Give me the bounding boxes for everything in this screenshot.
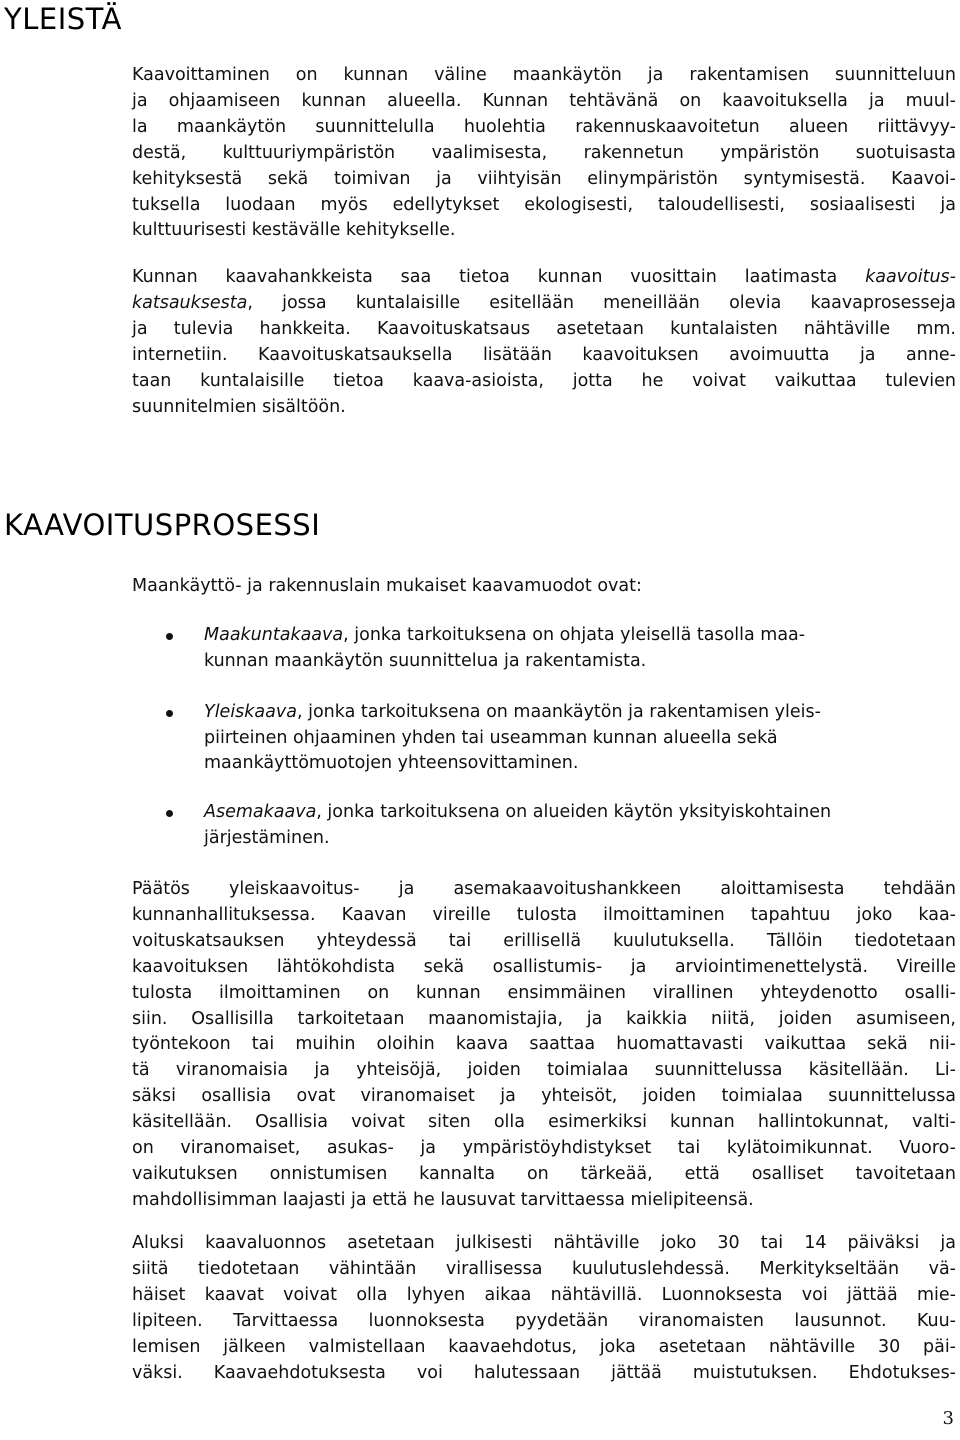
- text-line: järjestäminen.: [204, 827, 330, 848]
- list-item-text: [204, 623, 944, 674]
- term: Maakuntakaava: [204, 625, 344, 645]
- text-line: on viranomaiset, asukas- ja ympäristöyhdistykset tai kylätoimikunnat. Vuoro-: [132, 1138, 956, 1159]
- bullet-icon: [166, 633, 173, 640]
- text-line: Aluksi kaavaluonnos asetetaan julkisesti nähtäville joko 30 tai 14 päiväksi ja: [132, 1233, 956, 1253]
- text-line: tä viranomaisia ja yhteisöjä, joiden toimialaa suunnittelussa käsitellään. Li-: [132, 1060, 956, 1081]
- text-line: työntekoon tai muihin oloihin kaava saattaa huomattavasti vaikuttaa sekä nii-: [132, 1034, 956, 1055]
- text-line: piirteinen ohjaaminen yhden tai useamman kunnan alueella sekä: [204, 727, 778, 748]
- text-line: Kaavoittaminen on kunnan väline maankäytön ja rakentamisen suunnitteluun: [132, 65, 956, 85]
- text-line: siitä tiedotetaan vähintään virallisessa kuulutuslehdessä. Merkitykseltään vä-: [132, 1258, 956, 1279]
- text-line: lemisen jälkeen valmistellaan kaavaehdotus, joka asetetaan nähtäville 30 päi-: [132, 1336, 956, 1357]
- text-line: maankäyttömuotojen yhteensovittaminen.: [204, 753, 579, 773]
- text-line: taan kuntalaisille tietoa kaava-asioista, jotta he voivat vaikuttaa tulevien: [132, 370, 956, 391]
- text-line: kulttuurisesti kestävälle kehitykselle.: [132, 220, 456, 241]
- text-line: kaavoituksen lähtökohdista sekä osallistumis- ja arviointimenettelystä. Vireille: [132, 956, 956, 977]
- text-line: käsitellään. Osallisia voivat siten olla esimerkiksi kunnan hallintokunnat, valti-: [132, 1112, 956, 1133]
- list-item-text: [204, 700, 944, 777]
- text-fragment: , jonka tarkoituksena on ohjata yleisellä tasolla maa-: [343, 625, 806, 645]
- text-line: la maankäytön suunnittelulla huolehtia rakennuskaavoitetun alueen riittävyy-: [132, 116, 956, 137]
- text-line: siin. Osallisilla tarkoitetaan maanomistajia, ja kaikkia niitä, joiden asumiseen,: [132, 1008, 956, 1029]
- paragraph-kaavoittaminen: [132, 63, 956, 244]
- text-line: internetiin. Kaavoituskatsauksella lisätään kaavoituksen avoimuutta ja anne-: [132, 344, 956, 365]
- text-line: Päätös yleiskaavoitus- ja asemakaavoitushankkeen aloittamisesta tehdään: [132, 879, 956, 899]
- text-line: säksi osallisia ovat viranomaiset ja yhteisöt, joiden toimialaa suunnittelussa: [132, 1086, 956, 1107]
- paragraph-paatos: [132, 877, 956, 1214]
- term: Asemakaava: [204, 802, 317, 822]
- text-line: häiset kaavat voivat olla lyhyen aikaa nähtävillä. Luonnoksesta voi jättää mie-: [132, 1284, 956, 1305]
- text-line: ja tulevia hankkeita. Kaavoituskatsaus asetetaan kuntalaisten nähtäville mm.: [132, 318, 956, 339]
- bullet-icon: [166, 710, 173, 717]
- text-line: [132, 265, 956, 291]
- section-heading-kaavoitusprosessi: KAAVOITUSPROSESSI: [4, 508, 321, 542]
- paragraph-kaavahankkeet: [132, 265, 956, 420]
- list-item-text: [204, 800, 944, 851]
- text-fragment: , jonka tarkoituksena on maankäytön ja rakentamisen yleis-: [296, 702, 821, 722]
- text-line: tuksella luodaan myös edellytykset ekologisesti, taloudellisesti, sosiaalisesti ja: [132, 194, 956, 215]
- text-line: ja ohjaamiseen kunnan alueella. Kunnan tehtävänä on kaavoituksella ja muul-: [132, 90, 956, 111]
- section-heading-yleista: YLEISTÄ: [4, 2, 122, 36]
- text-line: katsauksesta, jossa kuntalaisille esitellään meneillään olevia kaavaprosesseja: [132, 292, 956, 313]
- text-line: vaikutuksen onnistumisen kannalta on tärkeää, että osalliset tavoitetaan: [132, 1163, 956, 1184]
- text-line: kunnanhallituksessa. Kaavan vireille tulosta ilmoittaminen tapahtuu joko kaa-: [132, 904, 956, 925]
- text-line: kunnan maankäytön suunnittelua ja rakentamista.: [204, 650, 647, 671]
- text-line: destä, kulttuuriympäristön vaalimisesta, rakennetun ympäristön suotuisasta: [132, 142, 956, 163]
- text-line: lipiteen. Tarvittaessa luonnoksesta pyydetään viranomaisten lausunnot. Kuu-: [132, 1310, 956, 1331]
- text-line: kehityksestä sekä toimivan ja viihtyisän elinympäristön syntymisestä. Kaavoi-: [132, 168, 956, 189]
- text-line: suunnitelmien sisältöön.: [132, 396, 346, 417]
- text-line: voituskatsauksen yhteydessä tai erillisellä kuulutuksella. Tällöin tiedotetaan: [132, 930, 956, 951]
- text-line: väksi. Kaavaehdotuksesta voi halutessaan jättää muistutuksen. Ehdotukses-: [132, 1362, 956, 1383]
- list-lead-text: Maankäyttö- ja rakennuslain mukaiset kaavamuodot ovat:: [132, 576, 642, 596]
- text-line: tulosta ilmoittaminen on kunnan ensimmäinen virallinen yhteydenotto osalli-: [132, 982, 956, 1003]
- text-fragment: , jonka tarkoituksena on alueiden käytön yksityiskohtainen: [316, 802, 832, 822]
- page-number: 3: [942, 1408, 954, 1429]
- text-line: mahdollisimman laajasti ja että he lausuvat tarvittaessa mielipiteensä.: [132, 1189, 754, 1210]
- paragraph-aluksi: [132, 1231, 956, 1386]
- bullet-icon: [166, 810, 173, 817]
- text-fragment: Kunnan kaavahankkeista saa tietoa kunnan vuosittain laatimasta kaavoitus-: [132, 267, 956, 287]
- term: Yleiskaava: [204, 702, 297, 722]
